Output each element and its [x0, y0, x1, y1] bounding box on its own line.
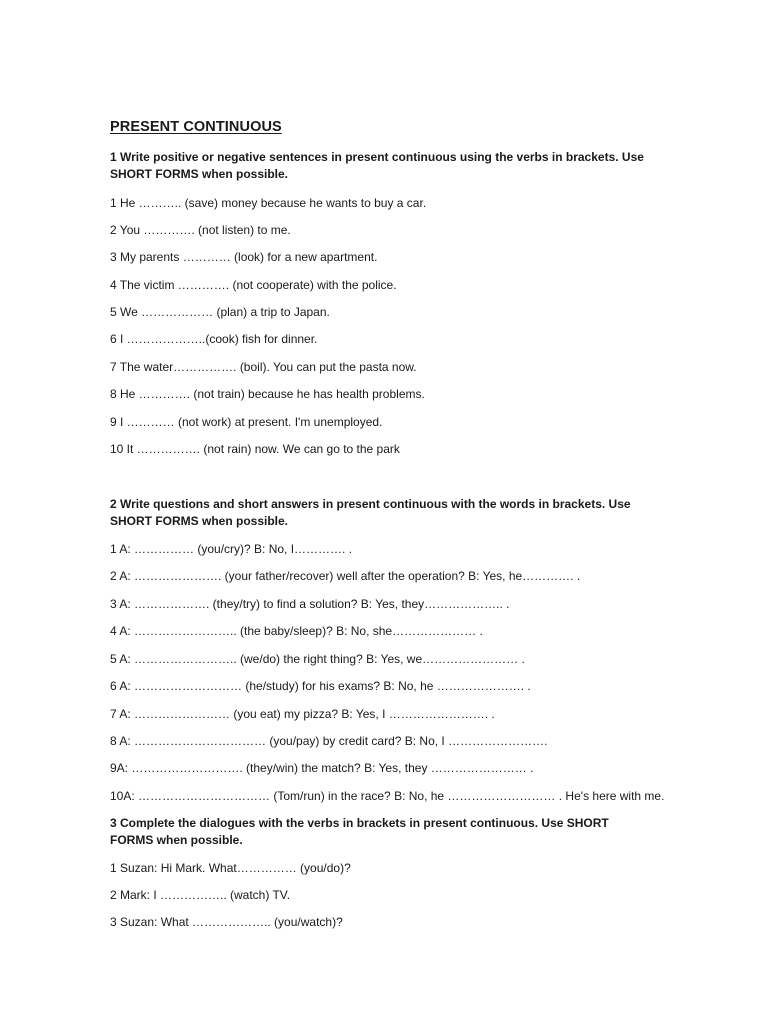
exercise-item: 9A: ………………………. (they/win) the match? B: Yes, they …………………… .	[110, 761, 534, 775]
exercise-item: 3 A: ………………. (they/try) to find a solution? B: Yes, they……………….. .	[110, 597, 510, 611]
instruction-line: FORMS when possible.	[110, 833, 243, 847]
exercise-item: 7 The water……………. (boil). You can put the pasta now.	[110, 360, 417, 374]
exercise-item: 5 We ……………… (plan) a trip to Japan.	[110, 305, 330, 319]
exercise-item: 2 You …………. (not listen) to me.	[110, 223, 291, 237]
exercise-item: 1 A: …………… (you/cry)? B: No, I…………. .	[110, 542, 353, 556]
page-title: PRESENT CONTINUOUS	[110, 119, 282, 135]
exercise-item: 10 It ……………. (not rain) now. We can go to the park	[110, 442, 400, 456]
exercise-item: 8 A: …………………………… (you/pay) by credit card? B: No, I …………………….	[110, 734, 548, 748]
exercise-item: 2 A: …………………. (your father/recover) well after the operation? B: Yes, he…………. .	[110, 569, 581, 583]
exercise-item: 9 I ………… (not work) at present. I'm unemployed.	[110, 415, 383, 429]
exercise-item: 2 Mark: I …………….. (watch) TV.	[110, 888, 291, 902]
section-3-instruction	[110, 815, 609, 849]
exercise-item: 7 A: …………………… (you eat) my pizza? B: Yes, I ……………………. .	[110, 707, 495, 721]
section-1-instruction	[110, 149, 644, 183]
exercise-item: 6 I ………………..(cook) fish for dinner.	[110, 332, 318, 346]
exercise-item: 6 A: ……………………… (he/study) for his exams? B: No, he …………………. .	[110, 679, 531, 693]
instruction-line: 3 Complete the dialogues with the verbs in brackets in present continuous. Use SHORT	[110, 816, 609, 830]
exercise-item: 4 The victim …………. (not cooperate) with the police.	[110, 278, 397, 292]
exercise-item: 10A: …………………………… (Tom/run) in the race? B: No, he ……………………… . He's here with me.	[110, 789, 665, 803]
exercise-item: 1 Suzan: Hi Mark. What…………… (you/do)?	[110, 861, 351, 875]
section-2-instruction	[110, 496, 631, 530]
exercise-item: 8 He …………. (not train) because he has health problems.	[110, 387, 425, 401]
exercise-item: 3 My parents ………… (look) for a new apartment.	[110, 250, 378, 264]
exercise-item: 3 Suzan: What ……………….. (you/watch)?	[110, 915, 343, 929]
exercise-item: 4 A: …………………….. (the baby/sleep)? B: No, she………………… .	[110, 624, 483, 638]
instruction-line: SHORT FORMS when possible.	[110, 514, 289, 528]
instruction-line: SHORT FORMS when possible.	[110, 167, 289, 181]
instruction-line: 1 Write positive or negative sentences in present continuous using the verbs in brackets. Use	[110, 150, 644, 164]
exercise-item: 1 He ……….. (save) money because he wants to buy a car.	[110, 196, 427, 210]
exercise-item: 5 A: …………………….. (we/do) the right thing? B: Yes, we…………………… .	[110, 652, 525, 666]
instruction-line: 2 Write questions and short answers in present continuous with the words in brackets. Use	[110, 497, 631, 511]
